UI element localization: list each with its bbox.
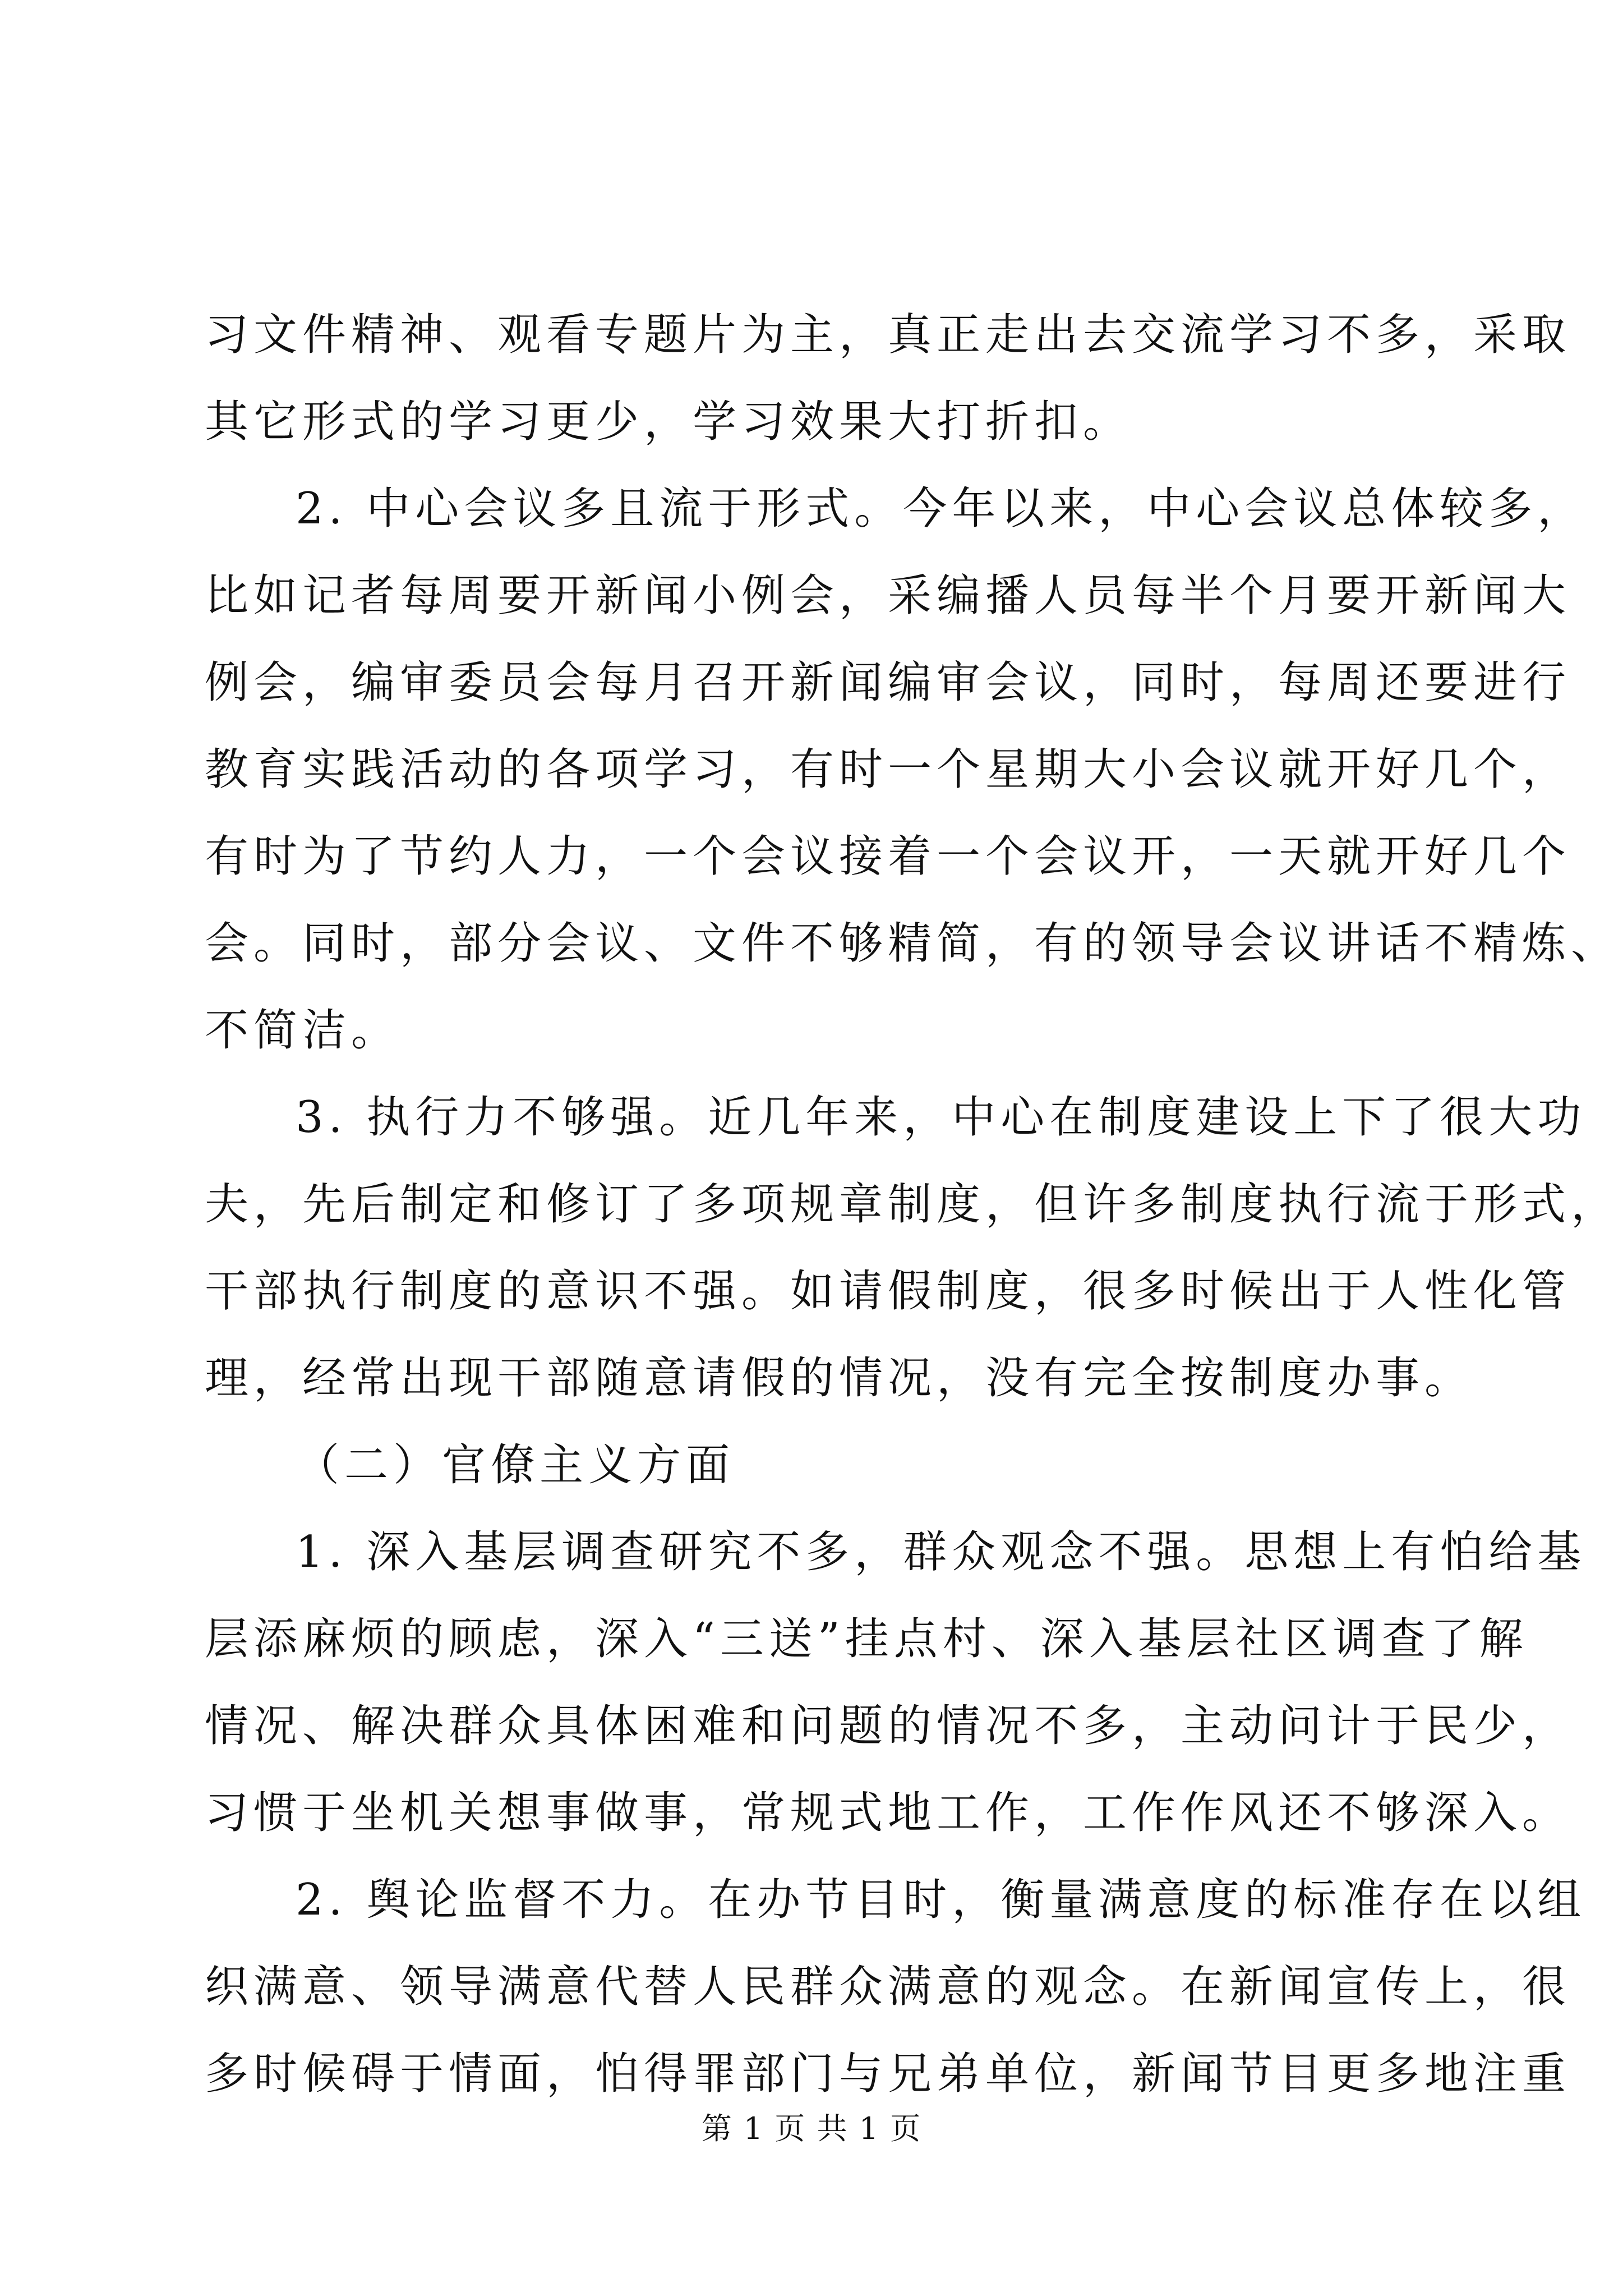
text-line: 例会，编审委员会每月召开新闻编审会议，同时，每周还要进行: [205, 657, 1571, 708]
text-line: 织满意、领导满意代替人民群众满意的观念。在新闻宣传上，很: [205, 1962, 1571, 2012]
text-line: 夫，先后制定和修订了多项规章制度，但许多制度执行流于形式，: [205, 1179, 1620, 1230]
text-line: 比如记者每周要开新闻小例会，采编播人员每半个月要开新闻大: [205, 570, 1571, 621]
document-body: [205, 292, 1620, 2118]
text-line: 干部执行制度的意识不强。如请假制度，很多时候出于人性化管: [205, 1266, 1571, 1317]
text-line: 不简洁。: [205, 1005, 400, 1056]
section-heading: （二）官僚主义方面: [296, 1440, 735, 1490]
page-footer: 第 1 页 共 1 页: [701, 2111, 922, 2146]
text-line: 2. 舆论监督不力。在办节目时，衡量满意度的标准存在以组: [296, 1875, 1587, 1925]
text-line: 教育实践活动的各项学习，有时一个星期大小会议就开好几个，: [205, 744, 1571, 795]
text-line: 1. 深入基层调查研究不多，群众观念不强。思想上有怕给基: [296, 1527, 1587, 1577]
text-line: 习文件精神、观看专题片为主，真正走出去交流学习不多，采取: [205, 310, 1571, 360]
text-line: 会。同时，部分会议、文件不够精简，有的领导会议讲话不精炼、: [205, 918, 1620, 969]
text-line: 有时为了节约人力，一个会议接着一个会议开，一天就开好几个: [205, 831, 1571, 882]
text-line: 习惯于坐机关想事做事，常规式地工作，工作作风还不够深入。: [205, 1788, 1571, 1838]
text-line: 3. 执行力不够强。近几年来，中心在制度建设上下了很大功: [296, 1092, 1587, 1143]
text-line: 层添麻烦的顾虑，深入“三送”挂点村、深入基层社区调查了解: [205, 1614, 1528, 1664]
text-line: 2. 中心会议多且流于形式。今年以来，中心会议总体较多，: [296, 484, 1587, 534]
text-line: 多时候碍于情面，怕得罪部门与兄弟单位，新闻节目更多地注重: [205, 2049, 1571, 2099]
text-line: 理，经常出现干部随意请假的情况，没有完全按制度办事。: [205, 1353, 1474, 1404]
text-line: 情况、解决群众具体困难和问题的情况不多，主动问计于民少，: [205, 1701, 1571, 1751]
text-line: 其它形式的学习更少，学习效果大打折扣。: [205, 397, 1132, 447]
